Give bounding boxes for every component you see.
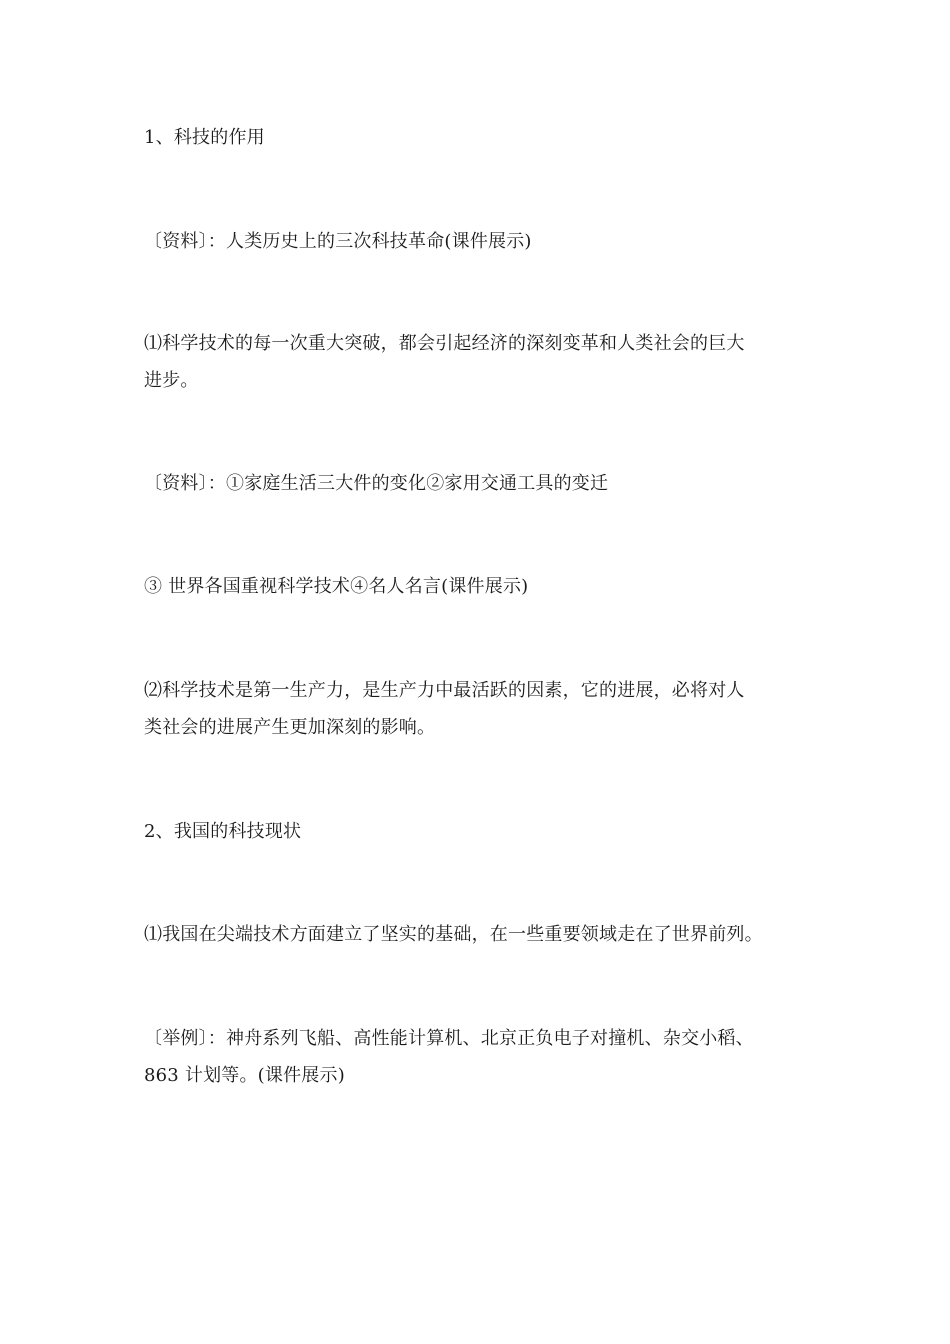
material-line-2: 〔资料〕：①家庭生活三大件的变化②家用交通工具的变迁 [144, 473, 609, 494]
section-heading-1: 1、科技的作用 [144, 127, 265, 148]
material-line-3: ③ 世界各国重视科学技术④名人名言(课件展示) [144, 576, 529, 597]
paragraph-1-line-2: 进步。 [144, 370, 199, 391]
paragraph-2-line-1: ⑵科学技术是第一生产力，是生产力中最活跃的因素，它的进展，必将对人 [144, 680, 745, 701]
example-line-2: 863 计划等。(课件展示) [144, 1065, 345, 1086]
paragraph-1-line-1: ⑴科学技术的每一次重大突破，都会引起经济的深刻变革和人类社会的巨大 [144, 333, 745, 354]
paragraph-2-line-2: 类社会的进展产生更加深刻的影响。 [144, 717, 436, 738]
example-line-1: 〔举例〕：神舟系列飞船、高性能计算机、北京正负电子对撞机、杂交小稻、 [144, 1028, 754, 1049]
section-heading-2: 2、我国的科技现状 [144, 821, 302, 842]
paragraph-3-line-1: ⑴我国在尖端技术方面建立了坚实的基础，在一些重要领域走在了世界前列。 [144, 924, 763, 945]
material-line-1: 〔资料〕：人类历史上的三次科技革命(课件展示) [144, 231, 532, 252]
